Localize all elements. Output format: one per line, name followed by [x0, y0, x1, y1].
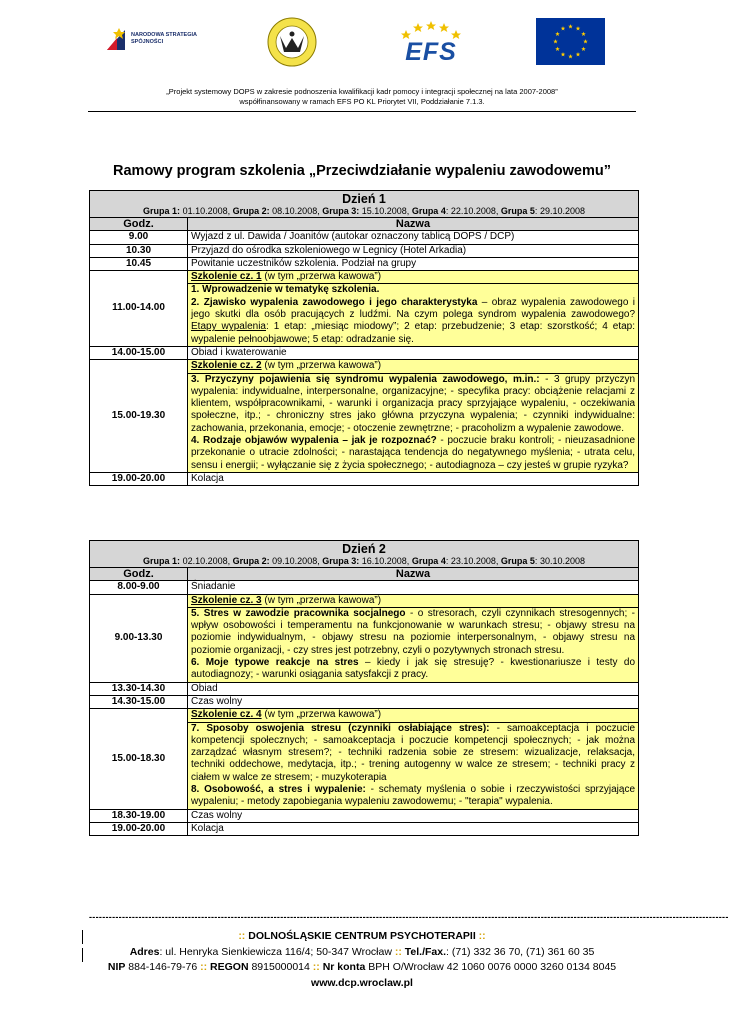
- day2-column-header-row: [90, 568, 639, 581]
- session-content: [188, 284, 639, 346]
- topic-text: – kiedy i jak się stresuję? - kwestionariusze i testy do autodiagnozy; - warunki osiągania satysfakcji z pracy.: [191, 657, 636, 681]
- topic-text: - samoakceptacja i poczucie kompetencji społecznych; - samoakceptacja i poczucie kompetencji społecznych; - jak można zarządzać własnym stresem?; - techniki radzenia sobie ze stresem: wizualizacje, relaksacja, techniki oddechowe, medytacja, itp.; - trening autogenny w walce ze stresem; - techniki pracy z ciałem w walce ze stresem; - muzykoterapia: [191, 722, 636, 783]
- footer-dashed-divider: --------------------------------------------------------------------------------------------------------------------------------------------------------------------------------------------------: [89, 912, 729, 922]
- ns-flag-icon: [105, 26, 127, 52]
- footer-separator: ::: [200, 961, 208, 973]
- topic-paragraph: [191, 608, 635, 657]
- col-name-header: Nazwa: [188, 568, 639, 581]
- schedule-row: [90, 682, 639, 695]
- group1-label: Grupa 1:: [143, 206, 181, 216]
- footer-konto: BPH O/Wrocław 42 1060 0076 0000 3260 0134 8045: [365, 961, 617, 973]
- row-name: Czas wolny: [188, 809, 639, 822]
- group4-label: Grupa 4: [411, 206, 446, 216]
- topic-title: 4. Rodzaje objawów wypalenia – jak je rozpoznać?: [191, 435, 437, 447]
- row-name: Śniadanie: [188, 581, 639, 594]
- session-content: [188, 607, 639, 682]
- row-time: 10.30: [90, 244, 188, 257]
- footer-address: : ul. Henryka Sienkiewicza 116/4; 50-347 Wrocław: [159, 945, 392, 958]
- day1-title: Dzień 1: [342, 192, 386, 206]
- project-note-line2: współfinansowany w ramach EFS PO KL Priorytet VII, Poddziałanie 7.1.3.: [239, 97, 485, 106]
- session-heading-note: (w tym „przerwa kawowa”): [261, 360, 382, 372]
- schedule-row: [90, 809, 639, 822]
- day1-column-header-row: [90, 218, 639, 231]
- row-time: 14.30-15.00: [90, 695, 188, 708]
- topic-paragraph: [191, 297, 635, 346]
- row-time: 19.00-20.00: [90, 822, 188, 835]
- row-name: Powitanie uczestników szkolenia. Podział na grupy: [188, 257, 639, 270]
- row-name: Kolacja: [188, 822, 639, 835]
- schedule-row: [90, 695, 639, 708]
- group3-label: Grupa 3:: [322, 556, 360, 566]
- row-time: 14.00-15.00: [90, 346, 188, 359]
- topic-text: - poczucie braku kontroli; - nieuzasadnione przekonanie o utracie zdolności; - narastająca tendencja do negatywnego myślenia; - utrata celu, sensu i energii; - wyłączanie się z życia społecznego; - autodiagnoza – czy jesteś w grupie ryzyka?: [191, 435, 636, 471]
- session-heading: [188, 271, 639, 284]
- document-title: Ramowy program szkolenia „Przeciwdziałanie wypaleniu zawodowemu”: [113, 163, 611, 179]
- group5-label: Grupa 5: [500, 556, 535, 566]
- group2-label: Grupa 2:: [232, 556, 270, 566]
- session-heading: [188, 594, 639, 607]
- schedule-row: [90, 231, 639, 244]
- session-heading: [188, 360, 639, 373]
- topic-title: 2. Zjawisko wypalenia zawodowego i jego charakterystyka: [191, 296, 478, 308]
- session-heading-label: Szkolenie cz. 4: [191, 709, 262, 721]
- footer-line-centre: [0, 929, 724, 945]
- session-content: [188, 373, 639, 472]
- topic-paragraph: [191, 657, 635, 682]
- group3-label: Grupa 3:: [322, 206, 360, 216]
- topic-title: 8. Osobowość, a stres i wypalenie:: [191, 784, 366, 796]
- row-time: 11.00-14.00: [90, 271, 188, 347]
- topic-text: - 3 grupy przyczyn wypalenia: indywidualne, interpersonalne, organizacyjne; - specyfika pracy: obciążenie relacjami z klientem, współpracownikami, - warunki i organizacja pracy sprzyjające wypaleniu, - oczekiwania społeczne, itp.; - chroniczny stres jako główna przyczyna wypalenia; - czynniki indywidualne: zachowania, przekonania, emocje; - otoczenie zewnętrzne; - pracoholizm a wypalenie zawodowe.: [191, 373, 636, 434]
- session-heading-label: Szkolenie cz. 3: [191, 594, 262, 606]
- row-time: 9.00: [90, 231, 188, 244]
- day1-schedule-table: [89, 190, 639, 486]
- session-heading-note: (w tym „przerwa kawowa”): [261, 709, 382, 721]
- group4-date: 22.10.2008: [450, 206, 496, 216]
- footer-separator: ::: [478, 930, 486, 942]
- day2-header-row: [90, 541, 639, 568]
- schedule-row: [90, 581, 639, 594]
- efs-logo: [398, 20, 464, 66]
- session-row: [90, 360, 639, 373]
- row-time: 8.00-9.00: [90, 581, 188, 594]
- col-time-header: Godz.: [90, 568, 188, 581]
- eu-flag: [536, 18, 605, 65]
- day2-group-dates: Grupa 1: 02.10.2008, Grupa 2: 09.10.2008, Grupa 3: 16.10.2008, Grupa 4: 23.10.2008, Grupa 5: 30.10.2008: [143, 556, 585, 566]
- footer-konto-label: Nr konta: [322, 961, 366, 973]
- topic-paragraph: [191, 374, 635, 435]
- group1-label: Grupa 1:: [143, 556, 181, 566]
- session-heading: [188, 709, 639, 722]
- group5-date: 30.10.2008: [539, 556, 585, 566]
- row-name: Czas wolny: [188, 695, 639, 708]
- row-time: 13.30-14.30: [90, 682, 188, 695]
- group1-date: 02.10.2008: [182, 556, 228, 566]
- topic-title: 3. Przyczyny pojawienia się syndromu wypalenia zawodowego, m.in.:: [191, 373, 540, 385]
- row-time: 19.00-20.00: [90, 472, 188, 485]
- footer-separator: ::: [312, 961, 320, 973]
- footer-nip: 884-146-79-76: [125, 961, 201, 973]
- efs-logo-text: EFS: [405, 38, 457, 66]
- schedule-row: [90, 257, 639, 270]
- group5-date: 29.10.2008: [539, 206, 585, 216]
- topic-paragraph: [191, 435, 635, 472]
- footer-line-www: [0, 976, 724, 992]
- session-heading-label: Szkolenie cz. 1: [191, 271, 262, 283]
- header-divider: [88, 111, 636, 112]
- footer-tel-label: Tel./Fax.: [404, 945, 447, 958]
- topic-title: 6. Moje typowe reakcje na stres: [191, 657, 359, 669]
- footer-line-address: [0, 945, 724, 961]
- schedule-row: [90, 472, 639, 485]
- row-name: Kolacja: [188, 472, 639, 485]
- footer-address-label: Adres: [129, 945, 160, 958]
- footer-tel: : (71) 332 36 70, (71) 361 60 35: [446, 945, 595, 958]
- topic-text: – obraz wypalenia zawodowego i jego skutki dla osób pracujących z ludźmi. Na czym polega syndrom wypalenia zawodowego?: [191, 296, 636, 321]
- topic-paragraph: [191, 784, 635, 809]
- group4-date: 23.10.2008: [450, 556, 496, 566]
- footer-line-ids: [0, 960, 724, 976]
- eu-flag-icon: [536, 18, 605, 65]
- topic-text: - schematy myślenia o sobie i rzeczywistości sprzyjające wypaleniu; - metody zapobiegania wypaleniu zawodowemu; - "terapia" wypalenia.: [191, 784, 636, 808]
- group2-label: Grupa 2:: [232, 206, 270, 216]
- group3-date: 15.10.2008: [361, 206, 407, 216]
- footer-website-link[interactable]: www.dcp.wroclaw.pl: [311, 976, 413, 989]
- schedule-row: [90, 244, 639, 257]
- day2-title: Dzień 2: [342, 542, 386, 556]
- footer-separator: ::: [238, 930, 246, 942]
- footer-centre-name: DOLNOŚLĄSKIE CENTRUM PSYCHOTERAPII: [248, 930, 476, 942]
- group1-date: 01.10.2008: [182, 206, 228, 216]
- topic-text: : 1 etap: „miesiąc miodowy”; 2 etap: przebudzenie; 3 etap: szorstkość; 4 etap: wypalenie pełnoobjawowe; 5 etap: odradzanie się.: [191, 321, 636, 345]
- footer-regon: 8915000014: [248, 961, 313, 973]
- row-name: Obiad i kwaterowanie: [188, 346, 639, 359]
- col-name-header: Nazwa: [188, 218, 639, 231]
- topic-underlined-text: Etapy wypalenia: [191, 321, 266, 333]
- row-time: 15.00-18.30: [90, 709, 188, 809]
- footer: [0, 929, 724, 991]
- topic-paragraph: [191, 723, 635, 784]
- narodowa-strategia-spojnosci-logo: [105, 24, 205, 60]
- session-heading-note: (w tym „przerwa kawowa”): [261, 594, 382, 606]
- session-heading-label: Szkolenie cz. 2: [191, 360, 262, 372]
- project-note-line1: „Projekt systemowy DOPS w zakresie podnoszenia kwalifikacji kadr pomocy i integracji społecznej na lata 2007-2008”: [166, 87, 558, 96]
- dolnoslaski-osrodek-polityki-spolecznej-seal: [266, 16, 318, 68]
- session-row: [90, 594, 639, 607]
- row-time: 15.00-19.30: [90, 360, 188, 473]
- schedule-row: [90, 822, 639, 835]
- row-time: 18.30-19.00: [90, 809, 188, 822]
- session-heading-note: (w tym „przerwa kawowa”): [261, 271, 382, 283]
- row-time: 10.45: [90, 257, 188, 270]
- row-name: Przyjazd do ośrodka szkoleniowego w Legnicy (Hotel Arkadia): [188, 244, 639, 257]
- row-name: Obiad: [188, 682, 639, 695]
- topic-title: 7. Sposoby oswojenia stresu (czynniki osłabiające stres):: [191, 722, 490, 734]
- footer-separator: ::: [394, 945, 402, 958]
- day2-schedule-table: [89, 540, 639, 836]
- group5-label: Grupa 5: [500, 206, 535, 216]
- schedule-row: [90, 346, 639, 359]
- session-content: [188, 722, 639, 809]
- project-note: [60, 87, 664, 107]
- row-name: Wyjazd z ul. Dawida / Joanitów (autokar oznaczony tablicą DOPS / DCP): [188, 231, 639, 244]
- ns-logo-text: NARODOWA STRATEGIA SPÓJNOŚCI: [131, 32, 197, 45]
- session-row: [90, 709, 639, 722]
- group4-label: Grupa 4: [411, 556, 446, 566]
- day1-header-row: [90, 191, 639, 218]
- col-time-header: Godz.: [90, 218, 188, 231]
- footer-nip-label: NIP: [107, 961, 126, 973]
- day1-group-dates: Grupa 1: 01.10.2008, Grupa 2: 08.10.2008, Grupa 3: 15.10.2008, Grupa 4: 22.10.2008, Grupa 5: 29.10.2008: [143, 206, 585, 216]
- row-time: 9.00-13.30: [90, 594, 188, 682]
- logo-bar: [0, 16, 724, 72]
- group2-date: 09.10.2008: [272, 556, 318, 566]
- topic-title: 5. Stres w zawodzie pracownika socjalnego: [191, 607, 406, 619]
- session-row: [90, 271, 639, 284]
- seal-icon: [266, 16, 318, 68]
- topic-title: 1. Wprowadzenie w tematykę szkolenia.: [191, 284, 380, 296]
- footer-regon-label: REGON: [210, 961, 249, 973]
- group2-date: 08.10.2008: [272, 206, 318, 216]
- topic-text: - o stresorach, czyli czynnikach stresogennych; - wpływ osobowości i temperamentu na funkcjonowanie w warunkach stresu; - objawy stresu na poziomie indywidualnym, - objawy stresu na poziomie interpersonalnym, - objawy stresu na poziomie organizacji, - czy stres jest potrzebny, czyli o pozytywnych stronach stresu.: [191, 607, 636, 656]
- group3-date: 16.10.2008: [361, 556, 407, 566]
